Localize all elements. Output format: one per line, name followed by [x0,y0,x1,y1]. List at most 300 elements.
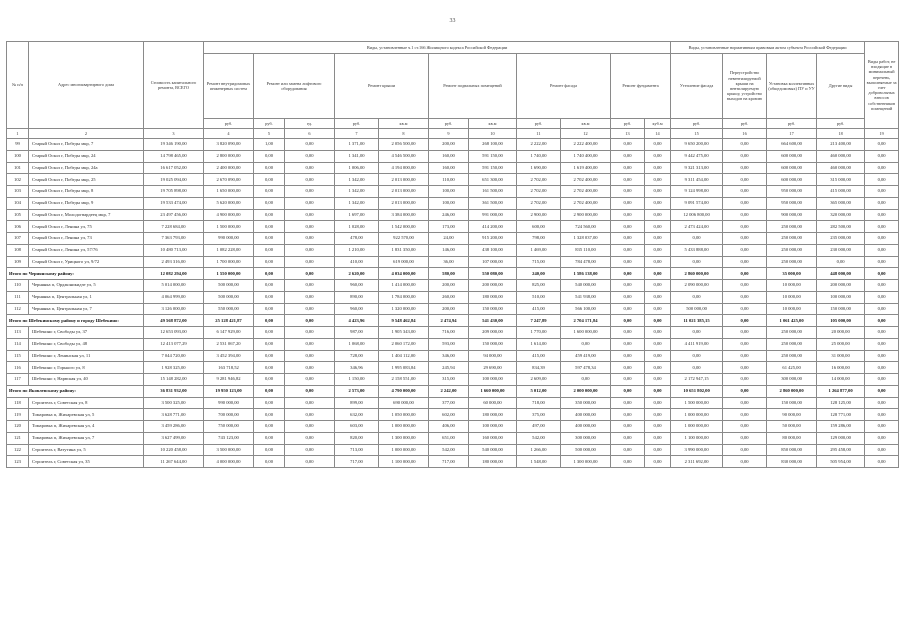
row-number: 113 [7,327,29,339]
table-cell: 1 784 000,00 [379,291,429,303]
table-cell: 24,00 [429,233,469,245]
row-number: 116 [7,362,29,374]
table-cell: 2 900 000,00 [561,209,611,221]
table-cell: 80 000,00 [767,432,817,444]
table-cell: 2 702,00 [517,174,561,186]
table-cell: 19 533 474,00 [144,197,204,209]
table-row [7,374,899,386]
column-number-cell: 7 [335,129,379,139]
subtotal-label: Итого по Яковлевскому району: [7,385,144,397]
table-cell: 0,00 [254,362,285,374]
table-cell: 0,00 [865,221,899,233]
table-cell: 0,00 [611,315,645,327]
table-cell: 1 690,00 [517,162,561,174]
table-cell: 400 000,00 [561,421,611,433]
unit-cell: руб. [817,119,865,129]
table-cell: 0,00 [254,432,285,444]
table-cell: 651,00 [429,432,469,444]
row-number: 108 [7,244,29,256]
table-cell: 2 222,00 [517,139,561,151]
address-cell: Томаровка п, Жихаревская ул, 5 [29,409,144,421]
table-cell: 1 300 000,00 [561,456,611,468]
table-cell: 0,00 [723,338,767,350]
table-cell: 230 000,00 [817,244,865,256]
table-cell: 1 619 400,00 [561,162,611,174]
row-number: 111 [7,291,29,303]
table-cell: 0,00 [865,280,899,292]
address-cell: Чернянка п, Орджоникидзе ул, 5 [29,280,144,292]
table-cell: 1 264 877,00 [817,385,865,397]
table-cell: 160 000,00 [469,432,517,444]
table-cell: 200,00 [429,303,469,315]
table-cell: 150 000,00 [817,303,865,315]
table-cell: 4 034 000,00 [379,268,429,280]
table-cell: 240,00 [517,268,561,280]
table-cell: 146,00 [429,244,469,256]
table-cell: 150 000,00 [469,338,517,350]
subtotal-label: Итого по Шебекинскому району и городу Шебекино: [7,315,144,327]
table-cell: 0,00 [645,186,671,198]
table-cell: 2 473 424,00 [671,221,723,233]
table-cell: 0,00 [285,150,335,162]
table-cell: 3 452 394,00 [204,350,254,362]
table-cell: 4 411 919,00 [671,338,723,350]
table-cell: 0,00 [645,150,671,162]
table-cell: 0,00 [285,280,335,292]
table-row [7,244,899,256]
table-cell: 235 000,00 [817,233,865,245]
table-cell: 1 500 000,00 [204,221,254,233]
table-cell: 664 600,00 [767,139,817,151]
table-cell: 7 363 793,00 [144,233,204,245]
table-cell: 315 000,00 [817,174,865,186]
table-cell: 180 000,00 [469,291,517,303]
header-facade: Ремонт фасада [517,54,611,119]
table-cell: 0,00 [723,409,767,421]
table-cell: 7 044 720,00 [144,350,204,362]
header-other: Другие виды [817,54,865,119]
page-number: 33 [449,18,456,24]
table-cell: 150 000,00 [469,303,517,315]
table-cell: 0,00 [254,374,285,386]
table-cell: 0,00 [645,256,671,268]
table-cell: 10 000,00 [767,280,817,292]
table-cell: 129 000,00 [817,432,865,444]
unit-cell: руб. [611,119,645,129]
header-foundation: Ремонт фундамента [611,54,671,119]
table-cell: 105 000,00 [817,315,865,327]
table-cell: 1 928 325,00 [144,362,204,374]
unit-cell: ед. [285,119,335,129]
table-row [7,397,899,409]
unit-cell: кв.м [379,119,429,129]
table-cell: 542,00 [429,444,469,456]
table-cell: 415,00 [517,303,561,315]
table-cell: 0,00 [865,421,899,433]
table-cell: 0,00 [285,397,335,409]
table-cell: 950 000,00 [767,197,817,209]
table-cell: 0,00 [611,456,645,468]
table-cell: 0,00 [611,291,645,303]
table-cell: 0,00 [285,162,335,174]
table-cell: 1 650 000,00 [204,186,254,198]
table-cell: 415 000,00 [817,186,865,198]
address-cell: Старый Оскол г, Ленина ул, 57/76 [29,244,144,256]
address-cell: Старый Оскол г, Победы мкр, 7 [29,139,144,151]
table-cell: 1 210,00 [335,244,379,256]
address-cell: Старый Оскол г, Победы мкр, 24 [29,150,144,162]
table-cell: 3 126 000,00 [144,303,204,315]
table-cell: 11 021 385,15 [671,315,723,327]
table-cell: 0,00 [254,456,285,468]
table-cell: 0,00 [285,444,335,456]
table-cell: 0,00 [865,291,899,303]
address-cell: Шебекино г, Свободы ул, 37 [29,327,144,339]
table-cell: 1 740,00 [517,150,561,162]
table-cell: 3 500 325,00 [144,397,204,409]
table-cell: 0,00 [611,397,645,409]
table-cell: 0,00 [285,350,335,362]
table-cell: 0,00 [723,432,767,444]
table-cell: 250 000,00 [767,350,817,362]
column-number-cell: 5 [254,129,285,139]
table-cell: 0,00 [254,221,285,233]
table-cell: 0,00 [254,385,285,397]
table-cell: 0,00 [723,327,767,339]
header-group-regional: Виды, установленные нормативным правовым актом субъекта Российской Федерации [671,42,865,54]
table-cell: 0,00 [254,291,285,303]
table-cell: 0,00 [285,327,335,339]
table-cell: 107 000,00 [469,256,517,268]
header-row-groups [7,42,899,54]
table-cell: 0,00 [723,209,767,221]
header-lift: Ремонт или замена лифтового оборудования [254,54,335,119]
column-number-cell: 15 [671,129,723,139]
table-cell: 0,00 [645,233,671,245]
table-cell: 0,00 [254,233,285,245]
row-number: 101 [7,162,29,174]
table-cell: 61 425,00 [767,362,817,374]
table-cell: 960,00 [335,280,379,292]
table-cell: 160,00 [429,162,469,174]
column-number-cell: 18 [817,129,865,139]
table-cell: 950 000,00 [767,186,817,198]
table-cell: 600 000,00 [767,174,817,186]
table-cell: 7 228 684,00 [144,221,204,233]
address-cell: Старый Оскол г, Молодогвардеец мкр, 7 [29,209,144,221]
table-cell: 1 342,00 [335,197,379,209]
table-cell: 500 000,00 [204,280,254,292]
table-cell: 25 128 421,87 [204,315,254,327]
table-cell: 0,00 [645,338,671,350]
table-cell: 899,00 [335,397,379,409]
table-cell: 0,00 [865,174,899,186]
table-cell: 19 705 898,00 [144,186,204,198]
table-cell: 0,00 [645,444,671,456]
table-cell: 0,00 [723,350,767,362]
table-cell: 16 617 052,00 [144,162,204,174]
table-cell: 1 697,00 [335,209,379,221]
table-cell: 100,00 [429,186,469,198]
table-cell: 12 653 093,00 [144,327,204,339]
table-cell: 0,00 [611,385,645,397]
table-cell: 250 000,00 [767,244,817,256]
table-cell: 0,00 [254,186,285,198]
table-cell: 0,00 [671,362,723,374]
table-cell: 460 000,00 [817,162,865,174]
table-cell: 0,00 [285,362,335,374]
table-cell: 0,00 [671,327,723,339]
table-cell: 4 790 000,00 [379,385,429,397]
table-cell: 2 090 000,00 [671,280,723,292]
table-cell: 717,00 [335,456,379,468]
table-cell: 0,00 [285,409,335,421]
table-row [7,162,899,174]
table-row [7,291,899,303]
table-cell: 600 000,00 [767,162,817,174]
table-cell: 5 433 888,00 [671,244,723,256]
table-cell: 750 000,00 [204,421,254,433]
unit-cell: руб. [517,119,561,129]
table-row [7,233,899,245]
table-cell: 0,00 [723,315,767,327]
table-cell: 2 900,00 [517,209,561,221]
table-cell: 0,00 [285,374,335,386]
table-cell: 128 771,00 [817,409,865,421]
row-number: 104 [7,197,29,209]
table-cell: 1 061 425,00 [767,315,817,327]
table-cell: 632,00 [335,409,379,421]
table-cell: 0,00 [611,256,645,268]
table-cell: 128 125,00 [817,397,865,409]
table-cell: 0,00 [285,315,335,327]
table-cell: 0,00 [865,150,899,162]
table-cell: 365 000,00 [817,197,865,209]
table-cell: 0,00 [865,268,899,280]
table-cell: 1 100 000,00 [379,456,429,468]
table-row [7,409,899,421]
table-cell: 14 798 465,00 [144,150,204,162]
table-cell: 315,00 [429,374,469,386]
table-cell: 10 000,00 [767,291,817,303]
table-cell: 161 500,00 [469,186,517,198]
table-cell: 0,00 [254,209,285,221]
table-cell: 542,00 [517,432,561,444]
table-cell: 900 000,00 [767,209,817,221]
table-cell: 0,00 [645,456,671,468]
table-cell: 250 000,00 [767,221,817,233]
table-cell: 173,00 [429,221,469,233]
table-cell: 0,00 [285,197,335,209]
table-cell: 1 905 343,00 [379,327,429,339]
table-cell: 361 500,00 [469,197,517,209]
table-cell: 0,00 [723,233,767,245]
table-cell: 260,00 [429,291,469,303]
header-nodes: Установка коллективных (общедомовых) ПУ и УУ [767,54,817,119]
table-cell: 0,00 [285,174,335,186]
column-number-cell: 11 [517,129,561,139]
table-cell: 2 493 316,00 [144,256,204,268]
table-cell: 990 000,00 [204,397,254,409]
table-row [7,350,899,362]
table-cell: 541 430,00 [469,315,517,327]
table-row [7,362,899,374]
table-cell: 2 704 171,84 [561,315,611,327]
table-cell: 0,00 [611,327,645,339]
table-cell: 0,00 [611,150,645,162]
row-number: 121 [7,432,29,444]
table-cell: 0,00 [723,421,767,433]
table-cell: 250 000,00 [767,338,817,350]
table-cell: 0,00 [865,409,899,421]
table-cell: 3 500 000,00 [204,444,254,456]
table-cell: 0,00 [254,150,285,162]
table-cell: 160,00 [429,150,469,162]
table-cell: 5 012,00 [517,385,561,397]
address-cell: Строитель г, Советская ул, 35 [29,456,144,468]
table-cell: 0,00 [611,350,645,362]
address-cell: Чернянка п, Центральная ул, 7 [29,303,144,315]
table-cell: 505 954,00 [817,456,865,468]
table-cell: 2 158 551,00 [379,374,429,386]
table-cell: 0,00 [723,268,767,280]
table-cell: 0,00 [865,397,899,409]
table-cell: 0,00 [723,244,767,256]
unit-cell: руб. [335,119,379,129]
table-cell: 0,00 [671,256,723,268]
table-cell: 14 000,00 [817,374,865,386]
table-cell: 0,00 [865,338,899,350]
table-cell: 550 080,00 [469,268,517,280]
row-number: 107 [7,233,29,245]
table-cell: 0,00 [723,197,767,209]
table-cell: 0,00 [285,385,335,397]
table-cell: 31 000,00 [817,350,865,362]
row-number: 120 [7,421,29,433]
row-number: 100 [7,150,29,162]
table-cell: 2 620,00 [335,268,379,280]
table-cell: 0,00 [254,397,285,409]
table-cell: 0,00 [723,186,767,198]
table-cell: 566 100,00 [561,303,611,315]
table-cell: 497,00 [517,421,561,433]
table-cell: 19 025 094,00 [144,174,204,186]
table-cell: 414 200,00 [469,221,517,233]
table-cell: 12 082 294,00 [144,268,204,280]
row-number: 123 [7,456,29,468]
table-cell: 36 831 932,00 [144,385,204,397]
table-cell: 0,00 [611,186,645,198]
row-number: 122 [7,444,29,456]
header-address: Адрес многоквартирного дома [29,42,144,129]
table-cell: 0,00 [611,409,645,421]
table-cell: 11 267 644,00 [144,456,204,468]
table-cell: 0,00 [865,385,899,397]
header-insulation: Утепление фасада [671,54,723,119]
table-cell: 2 172 947,15 [671,374,723,386]
table-cell: 1 404 112,00 [379,350,429,362]
table-cell: 0,00 [671,233,723,245]
table-row [7,139,899,151]
row-number: 112 [7,303,29,315]
unit-cell: кв.м [469,119,517,129]
table-cell: 0,00 [611,421,645,433]
table-row [7,432,899,444]
table-cell: 718,00 [517,397,561,409]
table-row [7,280,899,292]
table-cell: 830 000,00 [767,456,817,468]
subtotal-label: Итого по Чернянскому району: [7,268,144,280]
column-number-cell: 17 [767,129,817,139]
address-cell: Томаровка п, Жихаревская ул, 7 [29,432,144,444]
table-row [7,256,899,268]
table-cell: 619 000,00 [379,256,429,268]
row-number: 103 [7,186,29,198]
table-cell: 9 442 475,00 [671,150,723,162]
table-cell: 2 222 400,00 [561,139,611,151]
table-cell: 0,00 [254,421,285,433]
table-cell: 3 628 771,00 [144,409,204,421]
table-cell: 2 311 692,00 [671,456,723,468]
table-cell: 300 000,00 [561,432,611,444]
table-cell: 0,00 [611,221,645,233]
table-cell: 0,00 [611,362,645,374]
table-cell: 0,00 [285,291,335,303]
table-cell: 1 266,00 [517,444,561,456]
table-cell: 4 900 000,00 [204,209,254,221]
table-cell: 541 938,00 [561,291,611,303]
table-cell: 12 006 800,00 [671,209,723,221]
table-cell: 7 247,89 [517,315,561,327]
table-cell: 0,00 [723,385,767,397]
table-cell: 0,00 [865,209,899,221]
table-cell: 4 064 999,00 [144,291,204,303]
table-cell: 1 328 037,00 [561,233,611,245]
table-cell: 4 000 000,00 [204,456,254,468]
table-cell: 820,00 [335,432,379,444]
table-cell: 90 000,00 [767,409,817,421]
table-cell: 0,00 [865,362,899,374]
table-cell: 2 056 500,00 [379,139,429,151]
table-cell: 690 000,00 [379,397,429,409]
table-cell: 0,00 [254,315,285,327]
table-cell: 415,00 [517,350,561,362]
column-number-cell: 14 [645,129,671,139]
table-cell: 0,00 [645,315,671,327]
table-cell: 2 060 172,00 [379,338,429,350]
table-cell: 0,00 [285,268,335,280]
table-cell: 0,00 [285,139,335,151]
table-row [7,197,899,209]
table-cell: 0,00 [723,303,767,315]
table-cell: 3 459 286,00 [144,421,204,433]
table-cell: 9 650 200,00 [671,139,723,151]
table-cell: 0,00 [865,350,899,362]
table-cell: 15 148 282,00 [144,374,204,386]
table-cell: 0,00 [865,244,899,256]
table-cell: 3 384 000,00 [379,209,429,221]
table-cell: 922 570,00 [379,233,429,245]
table-cell: 1 006,00 [335,162,379,174]
table-cell: 9 548 462,84 [379,315,429,327]
table-cell: 717,00 [429,456,469,468]
table-cell: 0,00 [645,409,671,421]
column-number-cell: 8 [379,129,429,139]
table-cell: 540 000,00 [469,444,517,456]
repair-program-table [6,41,899,468]
table-cell: 5 014 000,00 [144,280,204,292]
table-cell: 2 670 090,00 [204,174,254,186]
